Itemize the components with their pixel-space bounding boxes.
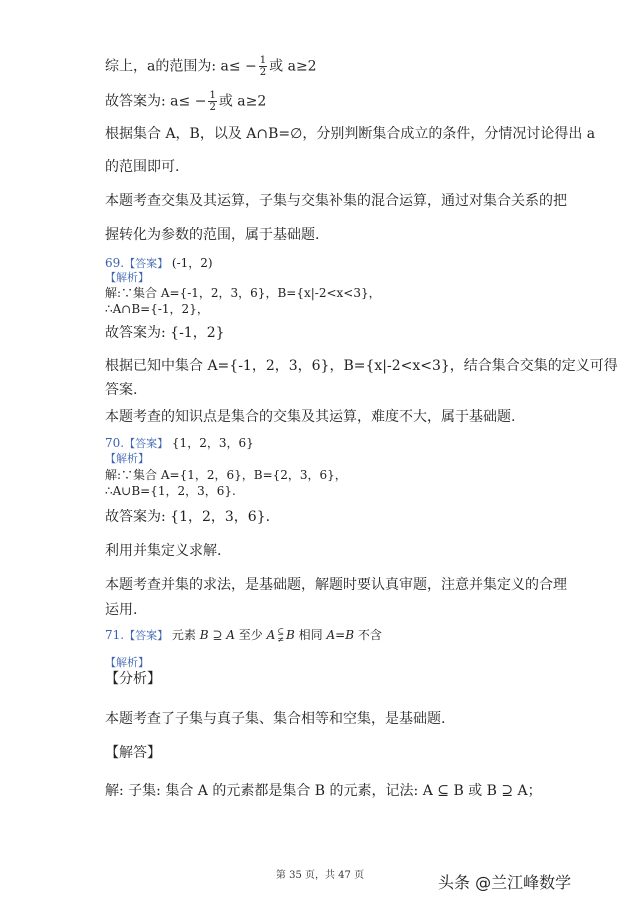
answer-blank-1: 元素 [171,628,196,642]
method-line: 根据已知中集合 A={-1，2，3，6}，B={x|-2<x<3}，结合集合交集的定义可得 [105,358,618,374]
fraction [208,90,216,113]
answer-text-end: 或 a≥2 [218,93,267,110]
solution-line: ∴A∩B={-1，2}， [105,302,209,316]
page-footer: 第 35 页，共 47 页 [275,870,365,881]
answer-math-3: A=B [326,628,355,642]
method-line-1: 根据集合 A，B，以及 A∩B=∅，分别判断集合成立的条件，分情况讨论得出 a [105,126,596,142]
conclusion-line [105,55,317,78]
proper-subset-symbol [277,628,284,644]
question-number: 71. [105,628,125,642]
analysis-heading: 【分析】 [105,671,161,687]
comment-line-1: 本题考查交集及其运算，子集与交集补集的混合运算，通过对集合关系的把 [105,193,567,209]
q70-answer-line [105,435,254,452]
fraction-numerator: 1 [209,90,216,101]
answer-tag: 【答案】 [124,629,169,642]
answer-blank-2: 至少 [238,628,263,642]
answer-value: (-1，2) [171,256,213,270]
fraction-denominator: 2 [259,67,267,78]
method-line-2: 的范围即可. [105,159,180,175]
comment-line: 本题考查并集的求法，是基础题，解题时要认真审题，注意并集定义的合理 [105,577,567,593]
solution-line: 解:∵集合 A={1，2，6}，B={2，3，6}， [105,468,347,482]
q71-answer-line [105,627,382,644]
solution-answer: 故答案为: {1，2，3，6}. [105,509,271,525]
answer-blank-4: 不含 [357,628,382,642]
answer-math-1: B ⊇ A [199,628,235,642]
question-number: 70. [105,436,125,450]
solution-text: 解: 子集: 集合 A 的元素都是集合 B 的元素，记法: A ⊆ B 或 B ⊇ A； [105,783,542,799]
comment-line: 运用. [105,602,138,618]
comment-line: 本题考查的知识点是集合的交集及其运算，难度不大，属于基础题. [105,409,516,425]
stack-bottom: ≠ [277,634,284,644]
solution-line: 解:∵集合 A={-1，2，3，6}，B={x|-2<x<3}， [105,286,381,300]
solution-heading: 【解答】 [105,745,161,761]
answer-value: {1，2，3，6} [171,436,254,450]
analysis-tag: 【解析】 [105,271,149,284]
watermark: 头条 @兰江峰数学 [438,873,572,892]
analysis-tag: 【解析】 [105,656,149,669]
conclusion-text: 综上，a的范围为: a≤ − [105,58,257,75]
answer-math-2a: A [266,628,276,642]
comment-line-2: 握转化为参数的范围，属于基础题. [105,227,320,243]
fraction-numerator: 1 [259,55,267,66]
solution-answer: 故答案为: {-1，2} [105,325,225,341]
solution-line: ∴A∪B={1，2，3，6}. [105,484,236,498]
answer-tag: 【答案】 [124,257,169,270]
analysis-tag: 【解析】 [105,452,149,465]
answer-line [105,90,266,113]
fraction [259,55,267,78]
question-number: 69. [105,256,125,270]
method-line: 利用并集定义求解. [105,543,222,559]
method-line: 答案. [105,382,138,398]
answer-blank-3: 相同 [298,628,323,642]
conclusion-text-end: 或 a≥2 [269,58,317,75]
fraction-denominator: 2 [209,102,216,113]
analysis-text: 本题考查了子集与真子集、集合相等和空集，是基础题. [105,711,446,727]
stack-top: ⊆ [277,626,284,636]
answer-tag: 【答案】 [124,437,169,450]
answer-text: 故答案为: a≤ − [105,93,207,110]
answer-math-2b: B [285,628,295,642]
